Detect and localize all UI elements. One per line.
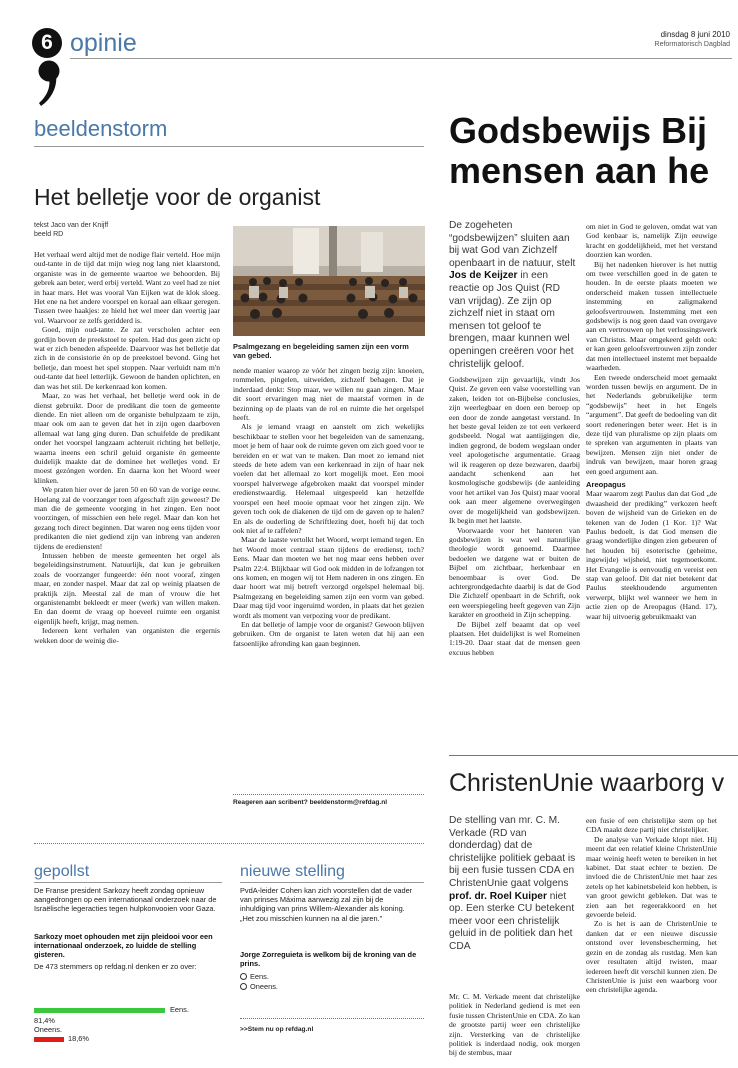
option-yes-label: Eens.	[250, 972, 269, 981]
right2-col-b	[586, 816, 717, 995]
paragraph: Voorwaarde voor het hanteren van godsbewijzen is wat wel natuurlijke theologie wordt genoemd. Daarmee bedoelen we datgene wat er buiten de Bijbel om zichtbaar, herkenbaar en benoembaar is over God. De achtergrondgedachte daarbij is dat de God Die Zichzelf openbaart in de Schrift, ook een weerspiegeling heeft gegeven van Zijn karakter en grootheid in Zijn schepping.	[449, 525, 580, 620]
paragraph: Goed, mijn oud-tante. Ze zat verscholen achter een gordijn boven de preekstoel te spelen. Had dus geen zicht op wat er zich beneden afspeelde. Daarvoor was het belletje dat zich in de consistorie én op de preekstoel bevond. Ging het belletje, dan moest het spel stoppen. Naar verluidt nam m'n oud-tante dat heel letterlijk. Gewoon de handen oplichten, en dan was het stil. De kerkenraad kon komen.	[34, 325, 220, 391]
new-statement-question: Jorge Zorreguieta is welkom bij de kroning van de prins.	[240, 950, 417, 969]
paragraph: Zo is het is aan de ChristenUnie te danken dat er een nieuwe discussie ontstond over levensbescherming, het gezin en de zondag als rustdag. Men kan over resultaten altijd twisten, maar iedereen heeft dit verschil kunnen zien. De ChristenUnie is juist een waarborg voor een christelijke agenda.	[586, 919, 717, 995]
header-paper: Reformatorisch Dagblad	[654, 41, 730, 48]
paragraph: Godsbewijzen zijn gevaarlijk, vindt Jos Quist. Ze geven een valse voorstelling van zaken, leiden tot on-Bijbelse conclusies, zijn weerlegbaar en doen een beroep op een door de zonde aangetast verstand. In het beste geval leiden ze tot een verkeerd godsbeeld. Nogal wat aantijgingen die, indien gegrond, de bodem wegslaan onder veel apologetische argumentatie. Graag wil ik reageren op deze bezwaren, daarbij aandacht schenkend aan het kosmologische godsbewijs (de aanleiding voor het artikel van Jos Quist) maar vooral ook aan meer algemene overwegingen over de mogelijkheid van godsbewijzen. Ik begin met het laatste.	[449, 375, 580, 526]
right1-col-b	[586, 222, 717, 621]
section-title: opinie	[70, 29, 137, 57]
right-article2-title: ChristenUnie waarborg v	[449, 769, 725, 797]
poll-yes-value: 81,4%	[34, 1016, 55, 1025]
poll-top-rule	[34, 843, 424, 844]
paragraph: We praten hier over de jaren 50 en 60 van de vorige eeuw. Hoelang zal de voorzanger toen afgeschaft zijn geweest? De man die de gemeente voorging in het zingen. Een noot voorzingen, of misschien een hele regel. Maar dan kon het gezang toch direct beginnen. Dat waren nog eens tijden voor predikanten die niet gediend zijn van inbreng van anderen tijdens de erediensten!	[34, 485, 220, 551]
lead-text: De stelling van mr. C. M. Verkade (RD van donderdag) dat de christelijke politiek gebaat is bij een fusie tussen CDA en ChristenUnie gaat volgens	[449, 815, 576, 889]
kicker-rule	[34, 146, 424, 147]
article2-top-rule	[449, 755, 738, 756]
poll-title: gepollst	[34, 863, 90, 880]
paragraph: Intussen hebben de meeste gemeenten het orgel als begeleidingsinstrument. Natuurlijk, dat kun je gebruiken zoals de voorzanger fungeerde: één noot vooraf, zingen maar, en zonder naspel. Maar dat zal op weinig plaatsen de praktijk zijn. Meestal zal de man of vrouw die het organistenambt bekleedt er meer (werk) van willen maken. En dan doemt de vraag op hoeveel ruimte een organist eigenlijk heeft, krijgt, mag nemen.	[34, 551, 220, 626]
paragraph: Maar waarom zegt Paulus dan dat God „de dwaasheid der prediking” verkozen heeft boven de wijsheid van de Grieken en de tekenen van de Joden (1 Kor. 1)? Wat Paulus bedoelt, is dat God mensen die graag wonderlijke dingen zien gebeuren of het houden bij esoterische (geheime, ingewijde) wijsheid, niet tegemoetkomt. Het Evangelie is eenvoudig en vereist een stap van geloof. Dit dat niet betekent dat Paulus steekhoudende argumenten verwerpt, blijkt wel wanneer we hem in actie zien op de Areopagus (Hand. 17), waar hij uitvoerig gebruikmaakt van	[586, 489, 717, 621]
new-statement-rule	[240, 882, 424, 883]
poll-bar-yes	[34, 1008, 165, 1013]
paragraph: nende manier waarop ze vóór het zingen bezig zijn: knoeien, rommelen, pingelen, uitweiden, zichzelf behagen. Dat je inderdaad denkt: Stop maar, we willen nu gaan zingen. Maar dit soort ervaringen mag niet de maatstaf vormen in de bezinning op de plaats van de rol en ruimte die het orgelspel heeft.	[233, 366, 424, 423]
right-article-title-1: Godsbewijs Bij	[449, 110, 708, 151]
paragraph: En dat belletje of lampje voor de organist? Gewoon blijven gebruiken. Om de organist te laten weten dat hij aan een fatsoenlijke afronding kan gaan beginnen.	[233, 619, 424, 648]
option-yes[interactable]	[240, 972, 269, 981]
lead-text: in een reactie op Jos Quist (RD van vrijdag). Ze zijn op zichzelf niet in staat om mensen tot geloof te brengen, maar kunnen wel openingen creëren voor het christelijk geloof.	[449, 270, 574, 370]
paragraph: Bij het nadenken hierover is het nuttig om twee verschillen goed in de gaten te houden. In de eerste plaats moeten we onderscheid maken tussen intellectuele instemming en zaligmakend geloofsvertrouwen. Instemming met een godsbewijs is nog geen daad van overgave aan en vertrouwen op het verlossingswerk van Christus. Maar omgekeerd geldt ook: er kan geen geloofsvertrouwen zijn zonder dat men intellectueel instemt met bepaalde waarheden.	[586, 259, 717, 373]
photo-caption: Psalmgezang en begeleiding samen zijn een vorm van gebed.	[233, 342, 409, 361]
poll-yes-label: Eens.	[170, 1005, 189, 1014]
church-photo	[233, 226, 425, 336]
paragraph: Maar, zo was het verhaal, het belletje werd ook in de dienst gebruikt. Door de predikant die toen de gemeente diende. En niet alleen om de organiste behulpzaam te zijn, maar ook om aan te geven dat het in zijn ogen daarboven allemaal wat lang ging duren. Dan schuifelde de predikant onder het voorspel langzaam achteruit richting het belletje, waarna ineens een schril geluid organiste én gemeente duidelijk maakte dat de dominee het welletjes vond. Er moest gezóngen worden. En daarna kon het Woord weer klinken.	[34, 391, 220, 485]
poll-question: Sarkozy moet ophouden met zijn pleidooi voor een internationaal onderzoek, zo luidde de stelling gisteren.	[34, 932, 213, 960]
paragraph: Als je iemand vraagt en aanstelt om zich wekelijks beschikbaar te stellen voor het begeleiden van de samenzang, moet je hem of haar ook de ruimte geven om zich goed voor te bereiden en er wat van te maken. Dan moet zo iemand niet steeds de hete adem van een kerkenraad in zijn of haar nek voelen dat het allemaal zo kort mogelijk moet. Een mooi voorspel halverwege afgebroken maakt dat voorspel minder eredienstwaardig. Helemaal uitgespeeld kan hetzelfde voorspel een heel mooie opmaat voor het zingen zijn. We geven toch ook de diakenen de tijd om de gaven op te halen? En als de ouderling de Schriftlezing doet, hoeft hij dat toch ook niet af te raffelen?	[233, 422, 424, 535]
header-date: dinsdag 8 juni 2010	[660, 30, 730, 39]
right-article-title-2: mensen aan he	[449, 150, 710, 191]
poll-no-label: Oneens.	[34, 1025, 62, 1034]
lead-text: De zogeheten “godsbewijzen” sluiten aan bij wat God van Zichzelf openbaart in de natuur, stelt	[449, 220, 576, 269]
paragraph: om niet in God te geloven, omdat wat van God kenbaar is, namelijk Zijn eeuwige kracht en goddelijkheid, met het verstand doorzien kan worden.	[586, 222, 717, 260]
poll-count: De 473 stemmers op refdag.nl denken er zo over:	[34, 962, 197, 971]
lead-text: niet op. Een sterke CU betekent meer voor een christelijk geluid in de politiek dan het CDA	[449, 890, 575, 952]
poll-no-value: 18,6%	[68, 1034, 89, 1043]
option-no-label: Oneens.	[250, 982, 278, 991]
page-number: 6	[41, 31, 53, 54]
right-article2-lead	[449, 815, 579, 954]
option-no[interactable]	[240, 982, 278, 991]
poll-bar-no	[34, 1037, 64, 1042]
left-col-1	[34, 250, 220, 645]
reactions-email[interactable]: Reageren aan scribent? beeldenstorm@refdag.nl	[233, 799, 388, 806]
kicker-beeldenstorm: beeldenstorm	[34, 116, 168, 141]
paragraph: Iedereen kent verhalen van organisten die ergernis wekken door de weinig die-	[34, 626, 220, 645]
comma-logo	[36, 60, 62, 108]
paragraph: Een tweede onderscheid moet gemaakt worden tussen bewijs en argument. De in het Nederlands gebruikelijke term “godsbewijs” heet in het Engels “argument”. Dat geeft de bedoeling van dit soort redeneringen beter weer. Het is in deze tijd van pluralisme op zijn plaats om te spreken van argumenten in plaats van bewijzen. Mensen zijn niet onder de indruk van bewijzen, maar horen graag een goed argument aan.	[586, 372, 717, 476]
paragraph: Maar de laatste vertolkt het Woord, werpt iemand tegen. En het Woord moet centraal staan tijdens de eredienst, toch? Eens. Maar dan moeten we het nog maar eens hebben over Psalm 22:4. Blijkbaar wil God ook midden in de lofzangen tot ons komen, en mogen wij tot Hem naderen in ons zingen. En daar hoort wat mij betreft verzorgd orgelspel helemaal bij. Psalmgezang en begeleiding samen zijn een vorm van gebed. Daar mag tijd voor ingeruimd worden, in plaats dat het gezien wordt als moment van verpozing voor de predikant.	[233, 535, 424, 620]
subhead-areopagus: Areopagus	[586, 479, 626, 489]
paragraph: Mr. C. M. Verkade meent dat christelijke politiek in Nederland gediend is met een fusie tussen ChristenUnie en CDA. Zo kan de grootste partij weer een christelijke zijn. Versterking van de christelijke politiek is inderdaad nodig, ook morgen bij de stembus, maar	[449, 992, 580, 1058]
header-rule	[70, 58, 732, 59]
byline-text: tekst Jaco van der Knijff	[34, 222, 109, 229]
reactions-rule	[233, 794, 424, 795]
right-article-lead	[449, 220, 579, 371]
right2-col-a	[449, 992, 580, 1058]
lead-author: prof. dr. Roel Kuiper	[449, 890, 547, 902]
new-statement-title: nieuwe stelling	[240, 863, 345, 880]
vote-link[interactable]: >>Stem nu op refdag.nl	[240, 1026, 314, 1033]
new-statement-intro: PvdA-leider Cohen kan zich voorstellen dat de vader van prinses Máxima aanwezig zal zijn bij de inhuldiging van prins Willem-Alexander als koning. „Het zou misschien kunnen na al die jaren.”	[240, 886, 413, 923]
byline-image: beeld RD	[34, 231, 64, 238]
poll-title-rule	[34, 882, 222, 883]
paragraph: De analyse van Verkade klopt niet. Hij meent dat een relatief kleine ChristenUnie maar weinig heeft weten te bereiken in het kabinet. Dat staat echter te bezien. De invloed die de ChristenUnie met haar zes zetels op het kabinetsbeleid kon hebben, is van groot gewicht gebleken. Dat was te zien aan het regeerakkoord en het gevoerde beleid.	[586, 834, 717, 920]
paragraph: Het verhaal werd altijd met de nodige flair verteld. Hoe mijn oud-tante in de tijd dat mijn wieg nog lang niet klaarstond, organiste was in de gemeente waartoe we behoorden. Bij gebrek aan beter, werd erbij verteld. Want zo veel had ze niet in haar mars. Het was vooral Van Eijken wat de klok sloeg. Het ene na het andere voorspel en koraal aan elkaar geregen. Tussen twee haakjes: ze hield het wel meer dan veertig jaar vol. Waarvoor ze zelfs geridderd is.	[34, 250, 220, 325]
article-title: Het belletje voor de organist	[34, 184, 321, 210]
right1-col-a	[449, 375, 580, 657]
left-col-2	[233, 366, 424, 648]
radio-icon[interactable]	[240, 973, 247, 980]
radio-icon[interactable]	[240, 983, 247, 990]
lead-author: Jos de Keijzer	[449, 270, 518, 282]
paragraph: een fusie of een christelijke stem op het CDA maakt deze partij niet christelijker.	[586, 816, 717, 835]
vote-link-rule	[240, 1018, 424, 1019]
paragraph: De Bijbel zelf beaamt dat op veel plaatsen. Het duidelijkst is wel Romeinen 1:19-20. Daar staat dat de mensen geen excuus hebben	[449, 619, 580, 657]
poll-intro: De Franse president Sarkozy heeft zondag opnieuw aangedrongen op een internationaal onderzoek naar de Israëlische legeracties tegen hulpkonvooien voor Gaza.	[34, 886, 217, 914]
